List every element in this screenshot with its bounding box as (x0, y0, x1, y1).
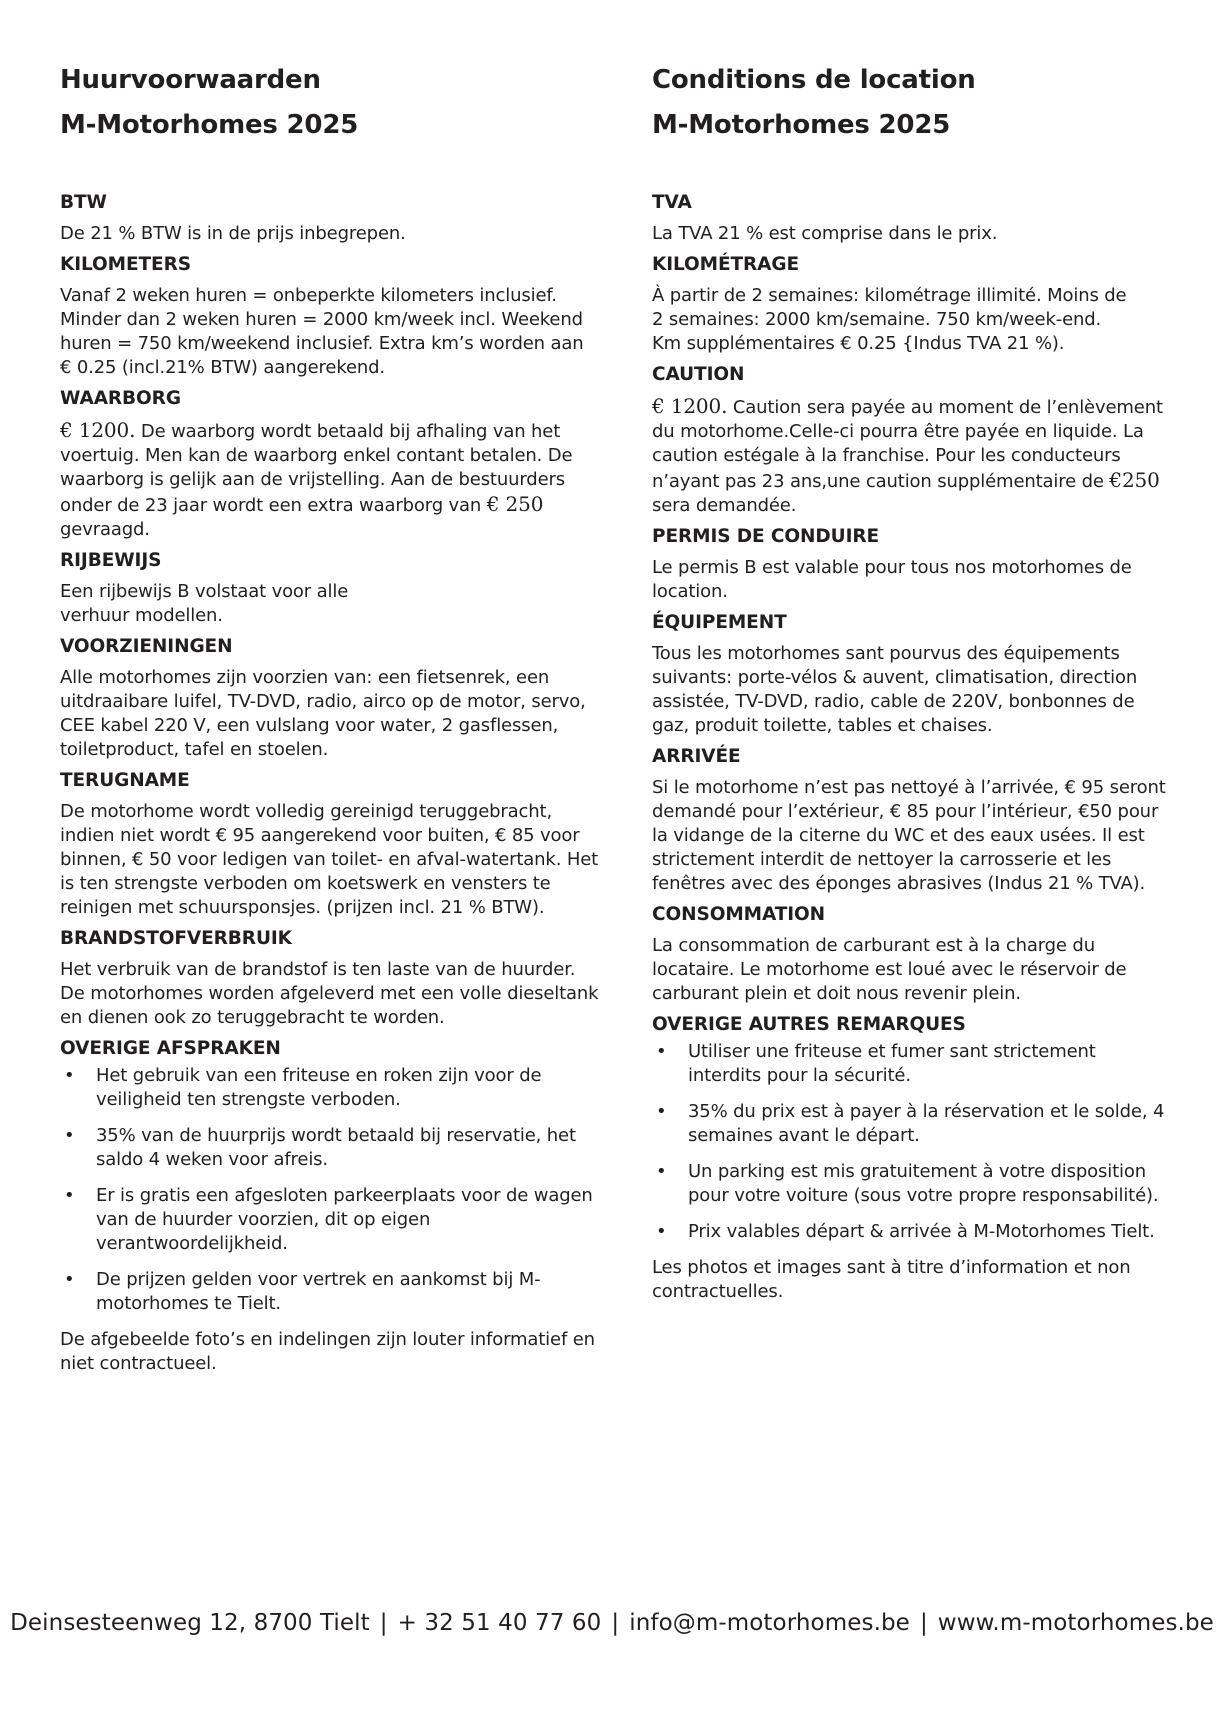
nl-brandstof-heading: BRANDSTOFVERBRUIK (60, 928, 292, 949)
fr-caution-amount-extra: €250 (1109, 468, 1160, 492)
nl-terugname-heading: TERUGNAME (60, 770, 190, 791)
bullet-icon: • (656, 1041, 667, 1062)
french-column (652, 58, 1172, 1308)
bullet-icon: • (64, 1185, 75, 1206)
nl-waarborg-text-b: gevraagd. (60, 519, 150, 540)
nl-overige-list (60, 1064, 600, 1316)
fr-arrivee-heading: ARRIVÉE (652, 746, 741, 767)
nl-waarborg-text-a: De waarborg wordt betaald bij afhaling van het voertuig. Men kan de waarborg enkel contant betalen. De waarborg is gelijk aan de vrijstelling. Aan de bestuurders onder de 23 jaar wordt een extra waarborg van (60, 421, 573, 516)
footer-website-link[interactable]: www.m-motorhomes.be (937, 1610, 1214, 1636)
bullet-icon: • (656, 1221, 667, 1242)
bullet-icon: • (656, 1101, 667, 1122)
dutch-column (60, 58, 600, 1380)
bullet-icon: • (64, 1065, 75, 1086)
fr-arrivee-text: Si le motorhome n’est pas nettoyé à l’arrivée, € 95 seront demandé pour l’extérieur, € 85 pour l’intérieur, €50 pour la vidange de la citerne du WC et des eaux usées. Il est strictement interdit de nettoyer la carrosserie et les fenêtres avec des éponges abrasives (Indus 21 % TVA). (652, 777, 1166, 894)
nl-rijbewijs-heading: RIJBEWIJS (60, 550, 162, 571)
nl-waarborg-amount: € 1200. (60, 418, 136, 442)
nl-terugname-text: De motorhome wordt volledig gereinigd teruggebracht, indien niet wordt € 95 aangerekend voor buiten, € 85 voor binnen, € 50 voor ledigen van toilet- en afval-watertank. Het is ten strengste verboden om koetswerk en vensters te reinigen met schuursponsjes. (prijzen incl. 21 % BTW). (60, 801, 599, 918)
fr-permis-heading: PERMIS DE CONDUIRE (652, 526, 880, 547)
fr-closing-text: Les photos et images sant à titre d’information et non contractuelles. (652, 1257, 1131, 1302)
nl-btw-text: De 21 % BTW is in de prijs inbegrepen. (60, 223, 406, 244)
bullet-icon: • (64, 1125, 75, 1146)
fr-caution-text-b: sera demandée. (652, 495, 797, 516)
nl-waarborg-text (60, 418, 600, 542)
fr-title: Conditions de location (652, 65, 976, 95)
list-item (652, 1040, 1172, 1088)
nl-rijbewijs-text: Een rijbewijs B volstaat voor alle verhuur modellen. (60, 581, 349, 626)
fr-tva-text: La TVA 21 % est comprise dans le prix. (652, 223, 998, 244)
fr-overige-heading: OVERIGE AUTRES REMARQUES (652, 1014, 966, 1035)
nl-bullet-text: De prijzen gelden voor vertrek en aankomst bij M-motorhomes te Tielt. (96, 1269, 541, 1314)
nl-title-block (60, 58, 600, 148)
nl-closing-text: De afgebeelde foto’s en indelingen zijn louter informatief en niet contractueel. (60, 1329, 595, 1374)
nl-waarborg-amount-extra: € 250 (486, 492, 544, 516)
list-item (652, 1220, 1172, 1244)
footer-separator: | (379, 1610, 388, 1636)
fr-equipement-text: Tous les motorhomes sant pourvus des équipements suivants: porte-vélos & auvent, climatisation, direction assistée, TV-DVD, radio, cable de 220V, bonbonnes de gaz, produit toilette, tables et chaises. (652, 643, 1138, 736)
fr-caution-text (652, 394, 1172, 518)
nl-subtitle: M-Motorhomes 2025 (60, 110, 359, 140)
fr-title-block (652, 58, 1172, 148)
nl-overige-heading: OVERIGE AFSPRAKEN (60, 1038, 281, 1059)
nl-title: Huurvoorwaarden (60, 65, 321, 95)
footer-email-link[interactable]: info@m-motorhomes.be (629, 1610, 910, 1636)
nl-brandstof-text: Het verbruik van de brandstof is ten laste van de huurder. De motorhomes worden afgeleverd met een volle dieseltank en dienen ook zo teruggebracht te worden. (60, 959, 599, 1028)
footer-separator: | (611, 1610, 620, 1636)
fr-kilometrage-text: À partir de 2 semaines: kilométrage illimité. Moins de 2 semaines: 2000 km/semaine. 750 km/week-end. Km supplémentaires € 0.25 {Indus TVA 21 %). (652, 285, 1127, 354)
nl-bullet-text: Er is gratis een afgesloten parkeerplaats voor de wagen van de huurder voorzien, dit op eigen verantwoordelijkheid. (96, 1185, 593, 1254)
fr-bullet-text: Utiliser une friteuse et fumer sant strictement interdits pour la sécurité. (688, 1041, 1096, 1086)
fr-equipement-heading: ÉQUIPEMENT (652, 612, 787, 633)
fr-permis-text: Le permis B est valable pour tous nos motorhomes de location. (652, 557, 1132, 602)
fr-caution-amount: € 1200. (652, 394, 728, 418)
fr-consommation-heading: CONSOMMATION (652, 904, 826, 925)
fr-bullet-text: Un parking est mis gratuitement à votre disposition pour votre voiture (sous votre propre responsabilité). (688, 1161, 1159, 1206)
nl-waarborg-heading: WAARBORG (60, 388, 181, 409)
list-item (60, 1124, 600, 1172)
nl-voorzieningen-heading: VOORZIENINGEN (60, 636, 233, 657)
list-item (652, 1160, 1172, 1208)
nl-kilometers-text: Vanaf 2 weken huren = onbeperkte kilometers inclusief. Minder dan 2 weken huren = 2000 km/week incl. Weekend huren = 750 km/weekend inclusief. Extra km’s worden aan € 0.25 (incl.21% BTW) aangerekend. (60, 285, 584, 378)
fr-caution-heading: CAUTION (652, 364, 745, 385)
nl-bullet-text: Het gebruik van een friteuse en roken zijn voor de veiligheid ten strengste verboden. (96, 1065, 542, 1110)
nl-btw-heading: BTW (60, 192, 107, 213)
footer-address: Deinsesteenweg 12, 8700 Tielt (10, 1610, 370, 1636)
fr-tva-heading: TVA (652, 192, 692, 213)
fr-kilometrage-heading: KILOMÉTRAGE (652, 254, 800, 275)
fr-overige-list (652, 1040, 1172, 1244)
fr-bullet-text: 35% du prix est à payer à la réservation et le solde, 4 semaines avant le départ. (688, 1101, 1165, 1146)
fr-consommation-text: La consommation de carburant est à la charge du locataire. Le motorhome est loué avec le réservoir de carburant plein et doit nous revenir plein. (652, 935, 1127, 1004)
fr-bullet-text: Prix valables départ & arrivée à M-Motorhomes Tielt. (688, 1221, 1155, 1242)
fr-subtitle: M-Motorhomes 2025 (652, 110, 951, 140)
bullet-icon: • (656, 1161, 667, 1182)
list-item (60, 1184, 600, 1256)
list-item (60, 1268, 600, 1316)
list-item (60, 1064, 600, 1112)
nl-voorzieningen-text: Alle motorhomes zijn voorzien van: een fietsenrek, een uitdraaibare luifel, TV-DVD, radio, airco op de motor, servo, CEE kabel 220 V, een vulslang voor water, 2 gasflessen, toiletproduct, tafel en stoelen. (60, 667, 586, 760)
nl-kilometers-heading: KILOMETERS (60, 254, 191, 275)
fr-caution-text-a: Caution sera payée au moment de l’enlèvement du motorhome.Celle-ci pourra être payée en liquide. La caution estégale à la franchise. Pour les conducteurs n’ayant pas 23 ans,une caution supplémentaire de (652, 397, 1163, 492)
footer-separator: | (919, 1610, 928, 1636)
list-item (652, 1100, 1172, 1148)
footer-contact-bar (0, 1610, 1224, 1636)
footer-phone[interactable]: + 32 51 40 77 60 (397, 1610, 602, 1636)
bullet-icon: • (64, 1269, 75, 1290)
nl-bullet-text: 35% van de huurprijs wordt betaald bij reservatie, het saldo 4 weken voor afreis. (96, 1125, 576, 1170)
